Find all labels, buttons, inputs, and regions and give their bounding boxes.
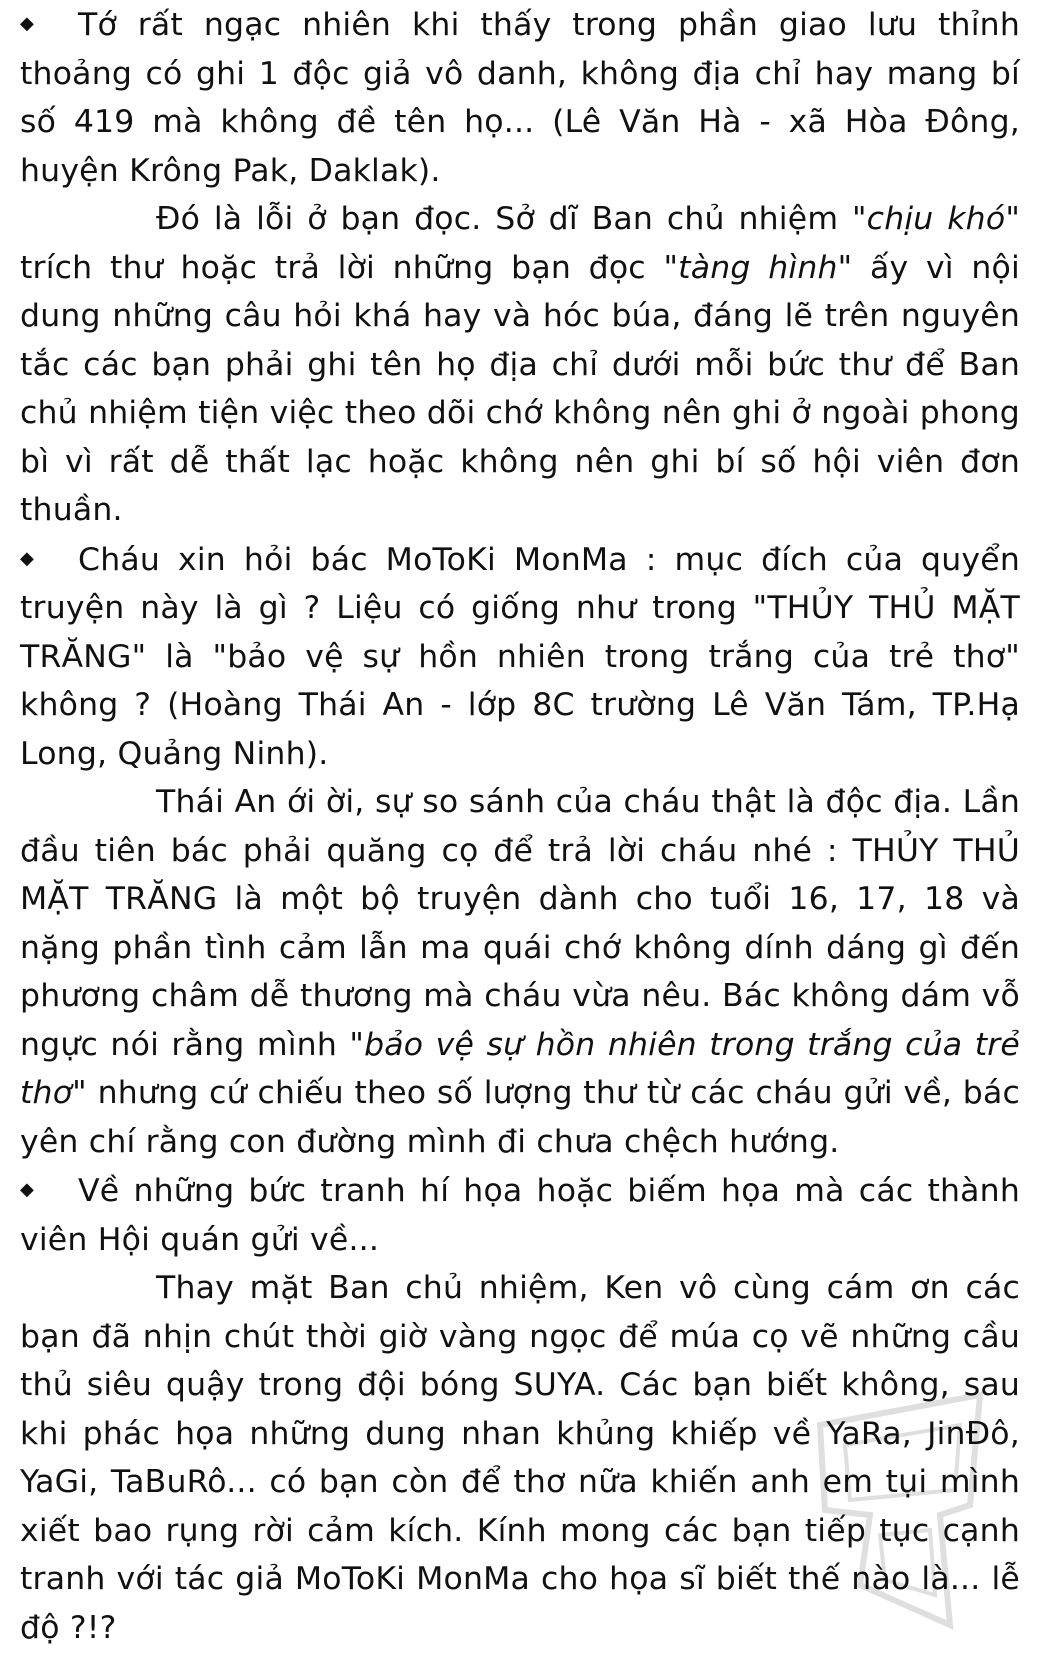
- question-text-1: Tớ rất ngạc nhiên khi thấy trong phần giao lưu thỉnh thoảng có ghi 1 độc giả vô danh, không địa chỉ hay mang bí số 419 mà không đề tên họ... (Lê Văn Hà - xã Hòa Đông, huyện Krông Pak, Daklak).: [20, 7, 1020, 189]
- answer-1-segment-3: trích thư hoặc trả lời những bạn đọc: [20, 249, 664, 286]
- answer-paragraph-3: [20, 1264, 1020, 1652]
- answer-paragraph-2: [20, 778, 1020, 1166]
- question-paragraph-3: [20, 1166, 1020, 1264]
- answer-1-segment-5: ấy vì nội dung những câu hỏi khá hay và hóc búa, đáng lẽ trên nguyên tắc các bạn phải ghi tên họ địa chỉ dưới mỗi bức thư để Ban chủ nhiệm tiện việc theo dõi chớ không nên ghi ở ngoài phong bì vì rất dễ thất lạc hoặc không nên ghi bí số hội viên đơn thuần.: [20, 249, 1020, 528]
- question-paragraph-1: [20, 0, 1020, 195]
- answer-2-segment-1: Thái An ới ời, sự so sánh của cháu thật là độc địa. Lần đầu tiên bác phải quăng cọ để trả lời cháu nhé : THỦY THỦ MẶT TRĂNG là một bộ truyện dành cho tuổi 16, 17, 18 và nặng phần tình cảm lẫn ma quái chớ không dính dáng gì đến phương châm dễ thương mà cháu vừa nêu. Bác không dám vỗ ngực nói rằng mình: [20, 784, 1020, 1063]
- answer-paragraph-1: [20, 195, 1020, 535]
- bullet-icon: ◆: [20, 1179, 35, 1200]
- document-page: [20, 0, 1020, 1680]
- answer-2-segment-3: nhưng cứ chiếu theo số lượng thư từ các cháu gửi về, bác yên chí rằng con đường mình đi chưa chệch hướng.: [20, 1075, 1020, 1160]
- answer-2-italic-quote: "bảo vệ sự hồn nhiên trong trắng của trẻ thơ": [20, 1026, 1020, 1111]
- answer-1-segment-1: Đó là lỗi ở bạn đọc. Sở dĩ Ban chủ nhiệm: [156, 201, 852, 237]
- bullet-icon: ◆: [20, 13, 35, 34]
- question-text-2: Cháu xin hỏi bác MoToKi MonMa : mục đích của quyển truyện này là gì ? Liệu có giống như trong "THỦY THỦ MẶT TRĂNG" là "bảo vệ sự hồn nhiên trong trắng của trẻ thơ" không ? (Hoàng Thái An - lớp 8C trường Lê Văn Tám, TP.Hạ Long, Quảng Ninh).: [20, 541, 1020, 772]
- answer-3-segment-1: Thay mặt Ban chủ nhiệm, Ken vô cùng cám ơn các bạn đã nhịn chút thời giờ vàng ngọc để múa cọ vẽ những cầu thủ siêu quậy trong đội bóng SUYA. Các bạn biết không, sau khi phác họa những dung nhan khủng khiếp về YaRa, JinĐô, YaGi, TaBuRô... có bạn còn để thơ nữa khiến anh em tụi mình xiết bao rụng rời cảm kích. Kính mong các bạn tiếp tục cạnh tranh với tác giả MoToKi MonMa cho họa sĩ biết thế nào là... lễ độ ?!?: [20, 1270, 1020, 1646]
- bullet-icon: ◆: [20, 547, 35, 569]
- question-paragraph-2: [20, 535, 1020, 779]
- answer-1-italic-tang-hinh: "tàng hình": [663, 249, 853, 286]
- answer-1-italic-chiu-kho: "chịu khó": [851, 201, 1021, 237]
- question-text-3: Về những bức tranh hí họa hoặc biếm họa mà các thành viên Hội quán gửi về...: [20, 1173, 1020, 1258]
